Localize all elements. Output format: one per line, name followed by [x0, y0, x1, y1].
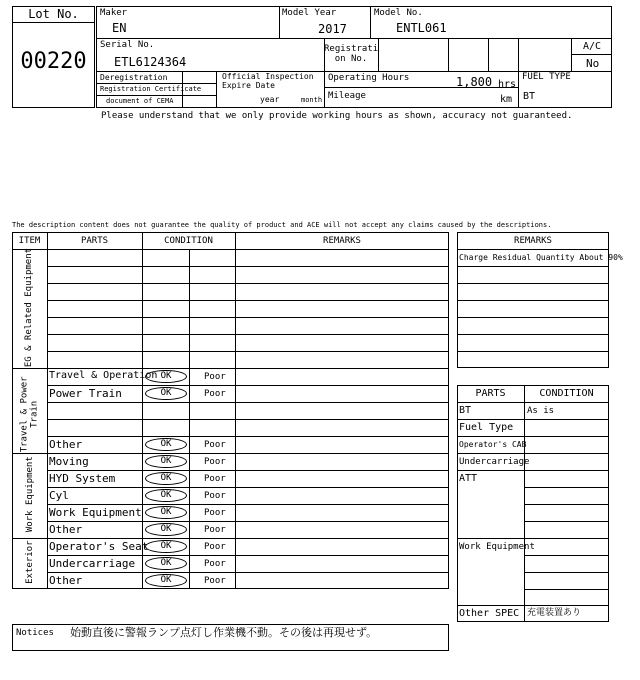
remarks-right-header: REMARKS	[514, 236, 552, 246]
poor-cyl: Poor	[204, 491, 226, 501]
notices-label: Notices	[16, 628, 54, 638]
part-undercarriage: Undercarriage	[49, 557, 136, 570]
part-travel-other: Other	[49, 438, 83, 451]
condition-other-spec: 充電装置あり	[527, 608, 582, 618]
ok-circle-travel-operation: OK	[145, 370, 187, 383]
registration-cert-label: Registration Certificate	[100, 85, 202, 93]
deregistration-label: Deregistration	[100, 73, 168, 82]
condition-bt: As is	[527, 406, 555, 416]
lot-number: 00220	[20, 49, 87, 74]
parts-operators-cab: Operator's CAB	[459, 440, 527, 449]
ac-label: A/C	[583, 41, 602, 52]
parts-other-spec: Other SPEC	[459, 608, 520, 619]
ok-circle-work-other: OK	[145, 523, 187, 536]
ok-circle-undercarriage: OK	[145, 557, 187, 570]
condition-right-header: CONDITION	[539, 388, 594, 399]
remarks-header: REMARKS	[323, 236, 361, 246]
registration-label-2: on No.	[334, 54, 368, 64]
poor-moving: Poor	[204, 457, 226, 467]
ok-circle-operators-seat: OK	[145, 540, 187, 553]
fuel-type-label: FUEL TYPE	[522, 72, 571, 82]
inspection-label-2: Expire Date	[222, 81, 275, 90]
poor-travel-other: Poor	[204, 440, 226, 450]
year-label: year	[260, 95, 280, 104]
group-eg-related-equipment: EG & Related Equipment	[23, 247, 34, 368]
item-header: ITEM	[18, 236, 41, 246]
poor-power-train: Poor	[204, 389, 226, 399]
part-work-equipment: Work Equipment	[49, 506, 142, 519]
part-power-train: Power Train	[49, 387, 122, 400]
cema-label: document of CEMA	[106, 97, 174, 105]
ok-circle-work-equipment: OK	[145, 506, 187, 519]
maker-value: EN	[112, 21, 127, 35]
ok-circle-travel-other: OK	[145, 438, 187, 451]
poor-undercarriage: Poor	[204, 559, 226, 569]
group-work-equipment: Work Equipment	[24, 456, 35, 533]
poor-travel-operation: Poor	[204, 372, 226, 382]
km-unit: km	[500, 94, 513, 105]
group-travel-power-train: Travel & Power Train	[19, 376, 40, 453]
part-exterior-other: Other	[49, 574, 83, 587]
notices-text: 始動直後に警報ランプ点灯し作業機不動。その後は再現せず。	[70, 626, 378, 639]
part-moving: Moving	[49, 455, 89, 468]
ok-circle-cyl: OK	[145, 489, 187, 502]
model-no-value: ENTL061	[396, 21, 447, 35]
poor-hyd-system: Poor	[204, 474, 226, 484]
parts-undercarriage: Undercarriage	[459, 457, 530, 467]
group-exterior: Exterior	[24, 540, 35, 584]
hrs-unit: hrs	[498, 79, 517, 90]
condition-header: CONDITION	[164, 236, 213, 246]
parts-header: PARTS	[80, 236, 109, 246]
ok-circle-hyd-system: OK	[145, 472, 187, 485]
poor-operators-seat: Poor	[204, 542, 226, 552]
ok-circle-power-train: OK	[145, 387, 187, 400]
serial-value: ETL6124364	[114, 55, 187, 69]
part-travel-operation: Travel & Operation	[49, 370, 158, 381]
inspection-label-1: Official Inspection	[222, 72, 314, 81]
model-year-label: Model Year	[282, 8, 337, 18]
description-disclaimer: The description content does not guarantee the quality of product and ACE will not accept any claims caused by the descriptions.	[12, 221, 552, 229]
parts-right-header: PARTS	[475, 388, 506, 399]
model-no-label: Model No.	[374, 8, 423, 18]
poor-exterior-other: Poor	[204, 576, 226, 586]
fuel-type-value: BT	[523, 91, 536, 102]
remarks-charge-residual: Charge Residual Quantity About 90%	[459, 253, 623, 262]
model-year-value: 2017	[318, 22, 347, 36]
parts-bt: BT	[459, 405, 472, 416]
ok-circle-moving: OK	[145, 455, 187, 468]
month-label: month	[301, 96, 323, 104]
maker-label: Maker	[100, 8, 128, 18]
operating-hours-value: 1,800	[456, 75, 493, 89]
operating-hours-label: Operating Hours	[328, 73, 410, 83]
serial-label: Serial No.	[100, 40, 155, 50]
part-hyd-system: HYD System	[49, 472, 116, 485]
parts-att: ATT	[459, 473, 478, 484]
registration-label-1: Registrati	[324, 44, 379, 54]
poor-work-equipment: Poor	[204, 508, 226, 518]
mileage-label: Mileage	[328, 91, 366, 101]
parts-work-equipment: Work Equipment	[459, 542, 535, 552]
ac-value: No	[586, 57, 600, 70]
lot-label: Lot No.	[28, 7, 79, 21]
working-hours-disclaimer: Please understand that we only provide working hours as shown, accuracy not guaranteed.	[101, 111, 573, 121]
poor-work-other: Poor	[204, 525, 226, 535]
parts-fuel-type: Fuel Type	[459, 422, 514, 433]
part-work-other: Other	[49, 523, 83, 536]
part-operators-seat: Operator's Seat	[49, 540, 149, 553]
ok-circle-exterior-other: OK	[145, 574, 187, 587]
part-cyl: Cyl	[49, 489, 69, 502]
